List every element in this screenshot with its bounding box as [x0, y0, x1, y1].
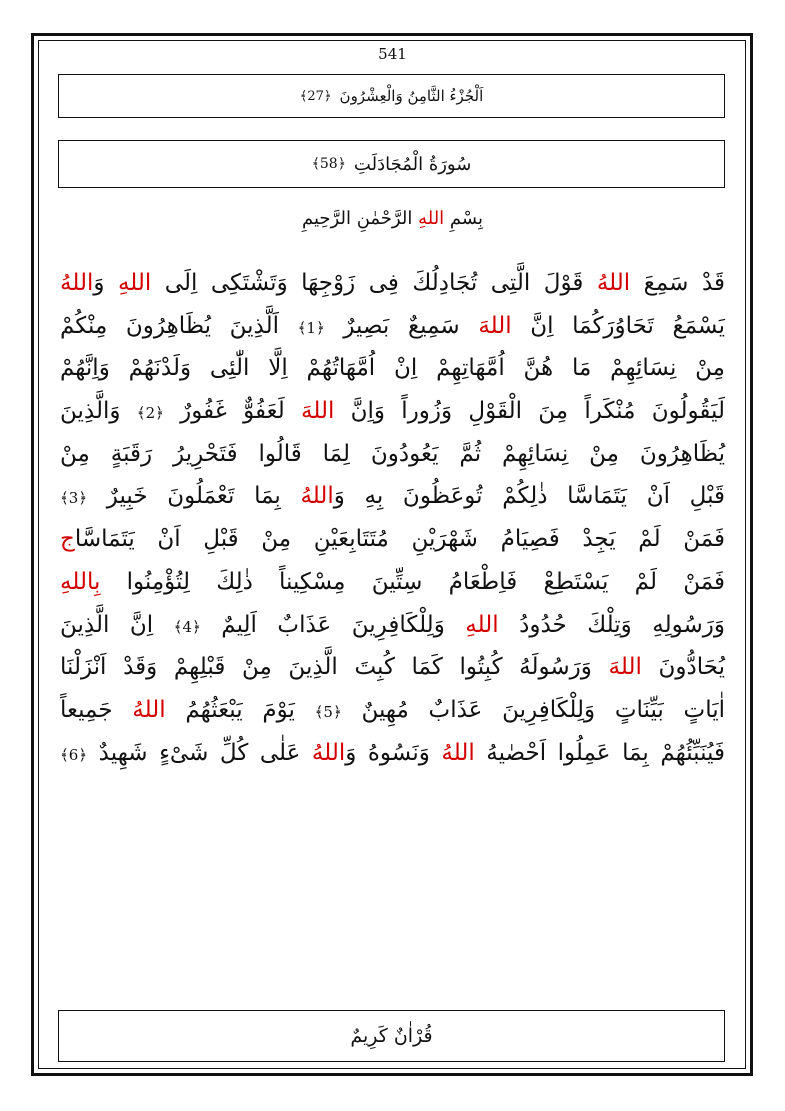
- verse-number: ﴿3﴾: [60, 489, 88, 508]
- verse-number: ﴿2﴾: [136, 404, 164, 423]
- verse-line: [60, 305, 725, 348]
- verse-segment: جَمِيعاً: [60, 696, 133, 723]
- basmala: [0, 208, 785, 229]
- surah-header-box: [58, 140, 725, 188]
- verse-text-block: [60, 262, 725, 774]
- divine-name: اللهِ: [465, 611, 499, 638]
- footer-box: [58, 1010, 725, 1062]
- verse-segment: وَ: [93, 270, 118, 296]
- divine-name: اللهُ: [300, 483, 334, 510]
- verse-segment: قَدْ سَمِعَ: [630, 270, 726, 296]
- divine-name: اللهُ: [311, 739, 346, 766]
- divine-name: اللهَ: [301, 398, 335, 425]
- verse-line: [60, 347, 725, 390]
- verse-segment: اَلَّذِينَ يُظَاهِرُونَ مِنْكُمْ: [60, 312, 298, 339]
- verse-line: [60, 262, 725, 305]
- footer-label: قُرْاٰنٌ كَرِيمٌ: [350, 1025, 433, 1047]
- verse-number: ﴿4﴾: [173, 617, 201, 636]
- juz-header-box: [58, 74, 725, 118]
- basmala-end: الرَّحْمٰنِ الرَّحِيمِ: [302, 208, 419, 229]
- verse-line: [60, 732, 725, 775]
- verse-number: ﴿6﴾: [60, 745, 88, 764]
- divine-name: اللهُ: [596, 270, 631, 296]
- verse-line: [60, 561, 725, 604]
- verse-segment: قَبْلِ اَنْ يَتَمَاسَّا ذٰلِكُمْ تُوعَظُونَ بِهِ وَ: [333, 483, 726, 510]
- verse-line: [60, 646, 725, 689]
- verse-segment: وَرَسُولِهِ وَتِلْكَ حُدُودُ: [498, 611, 725, 638]
- verse-segment: فَمَنْ لَمْ يَجِدْ فَصِيَامُ شَهْرَيْنِ مُتَتَابِعَيْنِ مِنْ قَبْلِ اَنْ يَتَمَاسَّا: [74, 526, 725, 553]
- verse-number: ﴿5﴾: [314, 702, 342, 721]
- basmala-start: بِسْمِ: [444, 208, 483, 229]
- divine-name: اللهُ: [132, 696, 166, 723]
- juz-heading: اَلْجُزْءُ الثَّامِنُ وَالْعِشْرُونَ: [339, 87, 484, 105]
- divine-name: اللهَ: [478, 312, 512, 339]
- verse-segment: وَنَسُوهُ وَ: [345, 739, 442, 766]
- surah-number: ﴿58﴾: [311, 156, 346, 172]
- verse-segment: لَعَفُوٌّ غَفُورٌ: [163, 398, 302, 425]
- verse-segment: يُظَاهِرُونَ مِنْ نِسَائِهِمْ ثُمَّ يَعُودُونَ لِمَا قَالُوا فَتَحْرِيرُ رَقَبَةٍ مِنْ: [60, 440, 725, 467]
- verse-segment: فَمَنْ لَمْ يَسْتَطِعْ فَاِطْعَامُ سِتِّينَ مِسْكِيناً ذٰلِكَ لِتُؤْمِنُوا: [100, 568, 725, 595]
- basmala-allah: اللهِ: [418, 208, 445, 229]
- verse-segment: سَمِيعٌ بَصِيرٌ: [324, 312, 479, 339]
- verse-segment: قَوْلَ الَّتِى تُجَادِلُكَ فِى زَوْجِهَا وَتَشْتَكِى اِلَى: [151, 270, 597, 296]
- verse-segment: يُحَادُّونَ: [641, 654, 725, 681]
- divine-name: اللهُ: [60, 270, 94, 296]
- divine-name: اللهَ: [608, 654, 642, 681]
- surah-heading: سُورَةُ الْمُجَادَلَتِ: [353, 153, 472, 175]
- verse-line: [60, 475, 725, 518]
- verse-segment: يَسْمَعُ تَحَاوُرَكُمَا اِنَّ: [511, 312, 725, 339]
- verse-line: [60, 518, 725, 561]
- divine-name: بِاللهِ: [60, 568, 101, 595]
- verse-line: [60, 390, 725, 433]
- verse-line: [60, 604, 725, 647]
- verse-segment: بِمَا تَعْمَلُونَ خَبِيرٌ: [87, 483, 301, 510]
- verse-segment: مِنْ نِسَائِهِمْ مَا هُنَّ اُمَّهَاتِهِمْ اِنْ اُمَّهَاتُهُمْ اِلَّا الّٰئِى وَلَدْنَهُمْ وَاِنَّهُمْ: [60, 355, 725, 382]
- verse-segment: عَلٰى كُلِّ شَىْءٍ شَهِيدٌ: [87, 739, 312, 766]
- divine-name: ج: [60, 526, 75, 553]
- verse-line: [60, 433, 725, 476]
- verse-line: [60, 689, 725, 732]
- page-number: 541: [378, 45, 407, 63]
- verse-segment: لَيَقُولُونَ مُنْكَراً مِنَ الْقَوْلِ وَزُوراً وَاِنَّ: [334, 398, 725, 425]
- verse-segment: اٰيَاتٍ بَيِّنَاتٍ وَلِلْكَافِرِينَ عَذَابٌ مُهِينٌ: [341, 696, 725, 723]
- verse-segment: وَرَسُولَهُ كُبِتُوا كَمَا كُبِتَ الَّذِينَ مِنْ قَبْلِهِمْ وَقَدْ اَنْزَلْنَا: [60, 654, 609, 681]
- verse-segment: وَلِلْكَافِرِينَ عَذَابٌ اَلِيمٌ: [200, 611, 466, 638]
- divine-name: اللهِ: [117, 270, 152, 296]
- divine-name: اللهُ: [441, 739, 475, 766]
- juz-number: ﴿27﴾: [299, 88, 332, 104]
- verse-segment: يَوْمَ يَبْعَثُهُمُ: [165, 696, 315, 723]
- verse-segment: وَالَّذِينَ: [60, 398, 137, 425]
- verse-segment: اِنَّ الَّذِينَ: [60, 611, 174, 638]
- verse-number: ﴿1﴾: [297, 318, 325, 337]
- verse-segment: فَيُنَبِّئُهُمْ بِمَا عَمِلُوا اَحْصٰيهُ: [474, 739, 725, 766]
